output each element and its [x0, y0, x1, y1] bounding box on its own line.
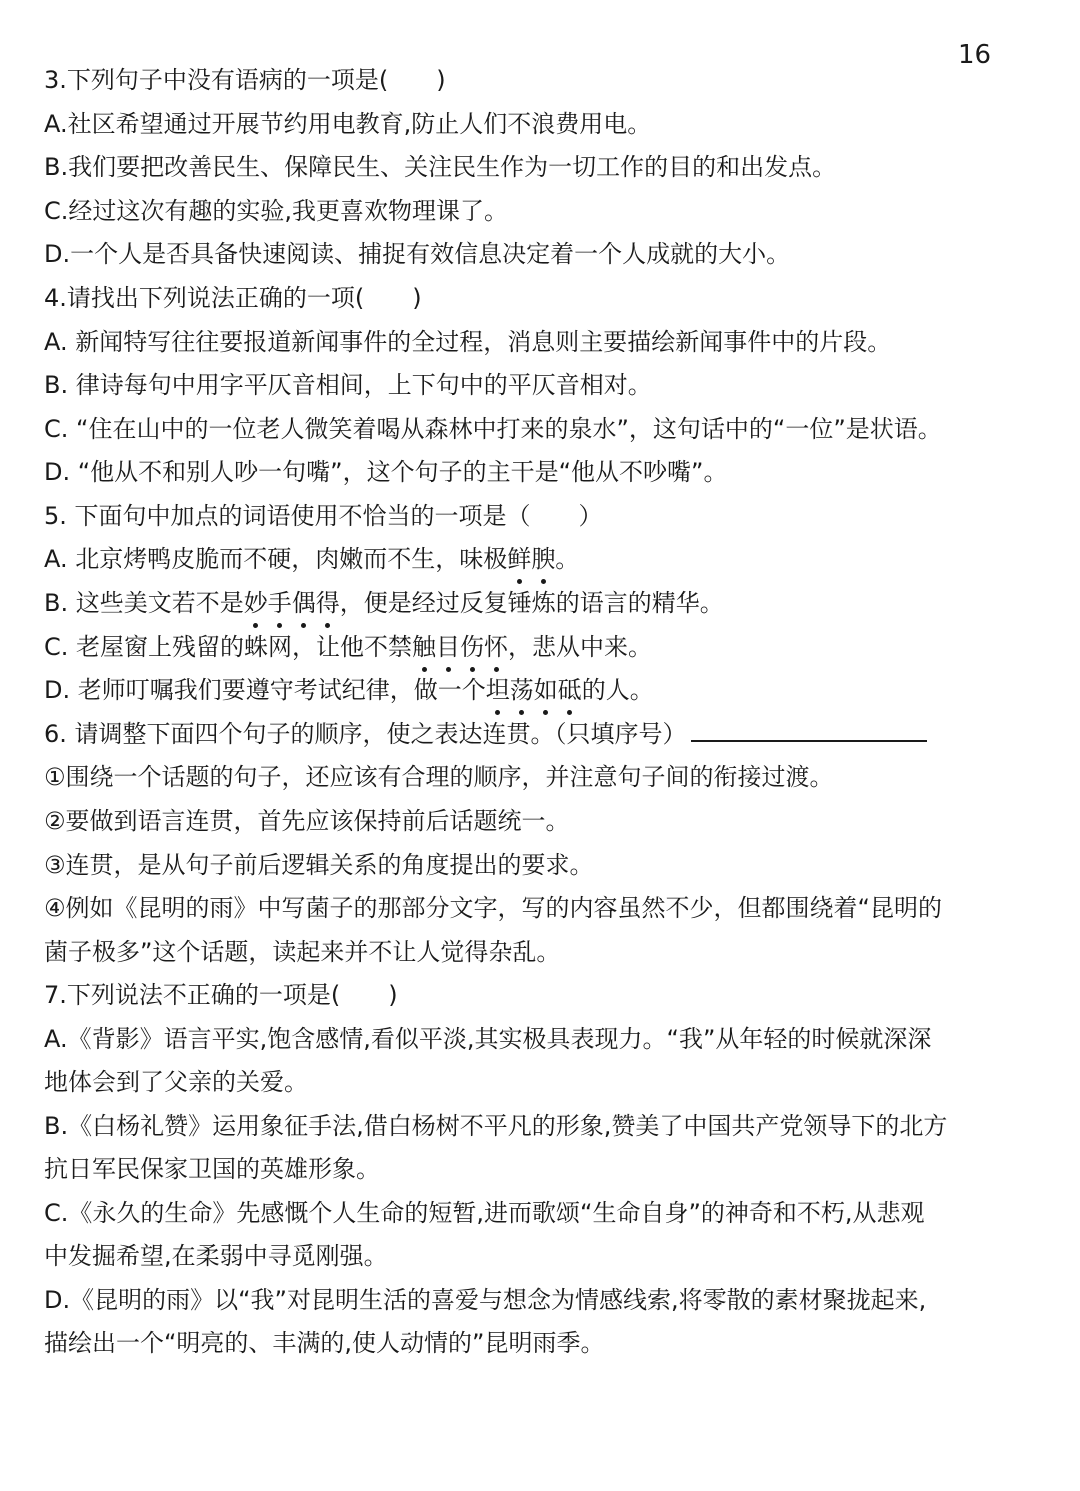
question-7-option-a-line-2: 地体会到了父亲的关爱。	[44, 1068, 308, 1096]
question-6-sentence-3: ③连贯，是从句子前后逻辑关系的角度提出的要求。	[44, 851, 594, 879]
dotted-char: 目	[436, 633, 461, 661]
question-7-option-c-line-1: C.《永久的生命》先感慨个人生命的短暂,进而歌颂“生命自身”的神奇和不朽,从悲观	[44, 1199, 925, 1227]
question-5-option-b	[44, 587, 724, 619]
question-6-sentence-4-line-2: 菌子极多”这个话题，读起来并不让人觉得杂乱。	[44, 938, 561, 966]
question-5-option-d	[44, 674, 654, 706]
question-7-option-c-line-2: 中发掘希望,在柔弱中寻觅刚强。	[44, 1242, 388, 1270]
question-3-option-a: A.社区希望通过开展节约用电教育,防止人们不浪费用电。	[44, 110, 652, 138]
question-6-sentence-2: ②要做到语言连贯，首先应该保持前后话题统一。	[44, 807, 570, 835]
option-text: ，便是经过反复锤炼的语言的精华。	[339, 589, 724, 617]
page-number: 16	[958, 40, 992, 70]
question-7-option-b-line-2: 抗日军民保家卫国的英雄形象。	[44, 1155, 380, 1183]
dotted-char: 砥	[557, 676, 582, 704]
question-6-sentence-4-line-1: ④例如《昆明的雨》中写菌子的那部分文字，写的内容虽然不少，但都围绕着“昆明的	[44, 894, 942, 922]
question-4-stem: 4.请找出下列说法正确的一项( )	[44, 284, 422, 312]
question-6-stem-line	[44, 718, 927, 750]
dotted-char: 得	[315, 589, 340, 617]
question-4-option-c: C. “住在山中的一位老人微笑着喝从森林中打来的泉水”，这句话中的“一位”是状语。	[44, 415, 942, 443]
question-6-sentence-1: ①围绕一个话题的句子，还应该有合理的顺序，并注意句子间的衔接过渡。	[44, 763, 834, 791]
dotted-char: 手	[267, 589, 292, 617]
answer-blank[interactable]	[691, 718, 927, 742]
dotted-char: 怀	[484, 633, 509, 661]
question-7-option-b-line-1: B.《白杨礼赞》运用象征手法,借白杨树不平凡的形象,赞美了中国共产党领导下的北方	[44, 1112, 948, 1140]
question-4-option-d: D. “他从不和别人吵一句嘴”，这个句子的主干是“他从不吵嘴”。	[44, 458, 728, 486]
question-7-option-d-line-2: 描绘出一个“明亮的、丰满的,使人动情的”昆明雨季。	[44, 1329, 605, 1357]
question-3-option-c: C.经过这次有趣的实验,我更喜欢物理课了。	[44, 197, 509, 225]
dotted-char: 妙	[243, 589, 268, 617]
question-3-option-b: B.我们要把改善民生、保障民生、关注民生作为一切工作的目的和出发点。	[44, 153, 837, 181]
question-5-stem: 5. 下面句中加点的词语使用不恰当的一项是（ ）	[44, 502, 603, 530]
dotted-char: 鲜	[507, 545, 532, 573]
question-4-option-a: A. 新闻特写往往要报道新闻事件的全过程，消息则主要描绘新闻事件中的片段。	[44, 328, 892, 356]
question-7-stem: 7.下列说法不正确的一项是( )	[44, 981, 398, 1009]
dotted-char: 如	[533, 676, 558, 704]
dotted-char: 偶	[291, 589, 316, 617]
option-text: C. 老屋窗上残留的蛛网，让他不禁	[44, 633, 413, 661]
question-7-option-a-line-1: A.《背影》语言平实,饱含感情,看似平淡,其实极具表现力。“我”从年轻的时候就深深	[44, 1025, 932, 1053]
dotted-char: 坦	[485, 676, 510, 704]
question-5-option-c	[44, 631, 652, 663]
option-text: 。	[555, 545, 580, 573]
question-5-option-a	[44, 543, 579, 575]
dotted-char: 伤	[460, 633, 485, 661]
dotted-char: 腴	[531, 545, 556, 573]
option-text: A. 北京烤鸭皮脆而不硬，肉嫩而不生，味极	[44, 545, 508, 573]
question-4-option-b: B. 律诗每句中用字平仄音相间，上下句中的平仄音相对。	[44, 371, 652, 399]
question-7-option-d-line-1: D.《昆明的雨》以“我”对昆明生活的喜爱与想念为情感线索,将零散的素材聚拢起来,	[44, 1286, 927, 1314]
question-3-stem: 3.下列句子中没有语病的一项是( )	[44, 66, 446, 94]
option-text: ，悲从中来。	[508, 633, 653, 661]
option-text: B. 这些美文若不是	[44, 589, 244, 617]
question-6-stem: 6. 请调整下面四个句子的顺序，使之表达连贯。（只填序号）	[44, 720, 687, 748]
dotted-char: 触	[412, 633, 437, 661]
option-text: D. 老师叮嘱我们要遵守考试纪律，做一个	[44, 676, 486, 704]
option-text: 的人。	[581, 676, 654, 704]
dotted-char: 荡	[509, 676, 534, 704]
question-3-option-d: D.一个人是否具备快速阅读、捕捉有效信息决定着一个人成就的大小。	[44, 240, 791, 268]
